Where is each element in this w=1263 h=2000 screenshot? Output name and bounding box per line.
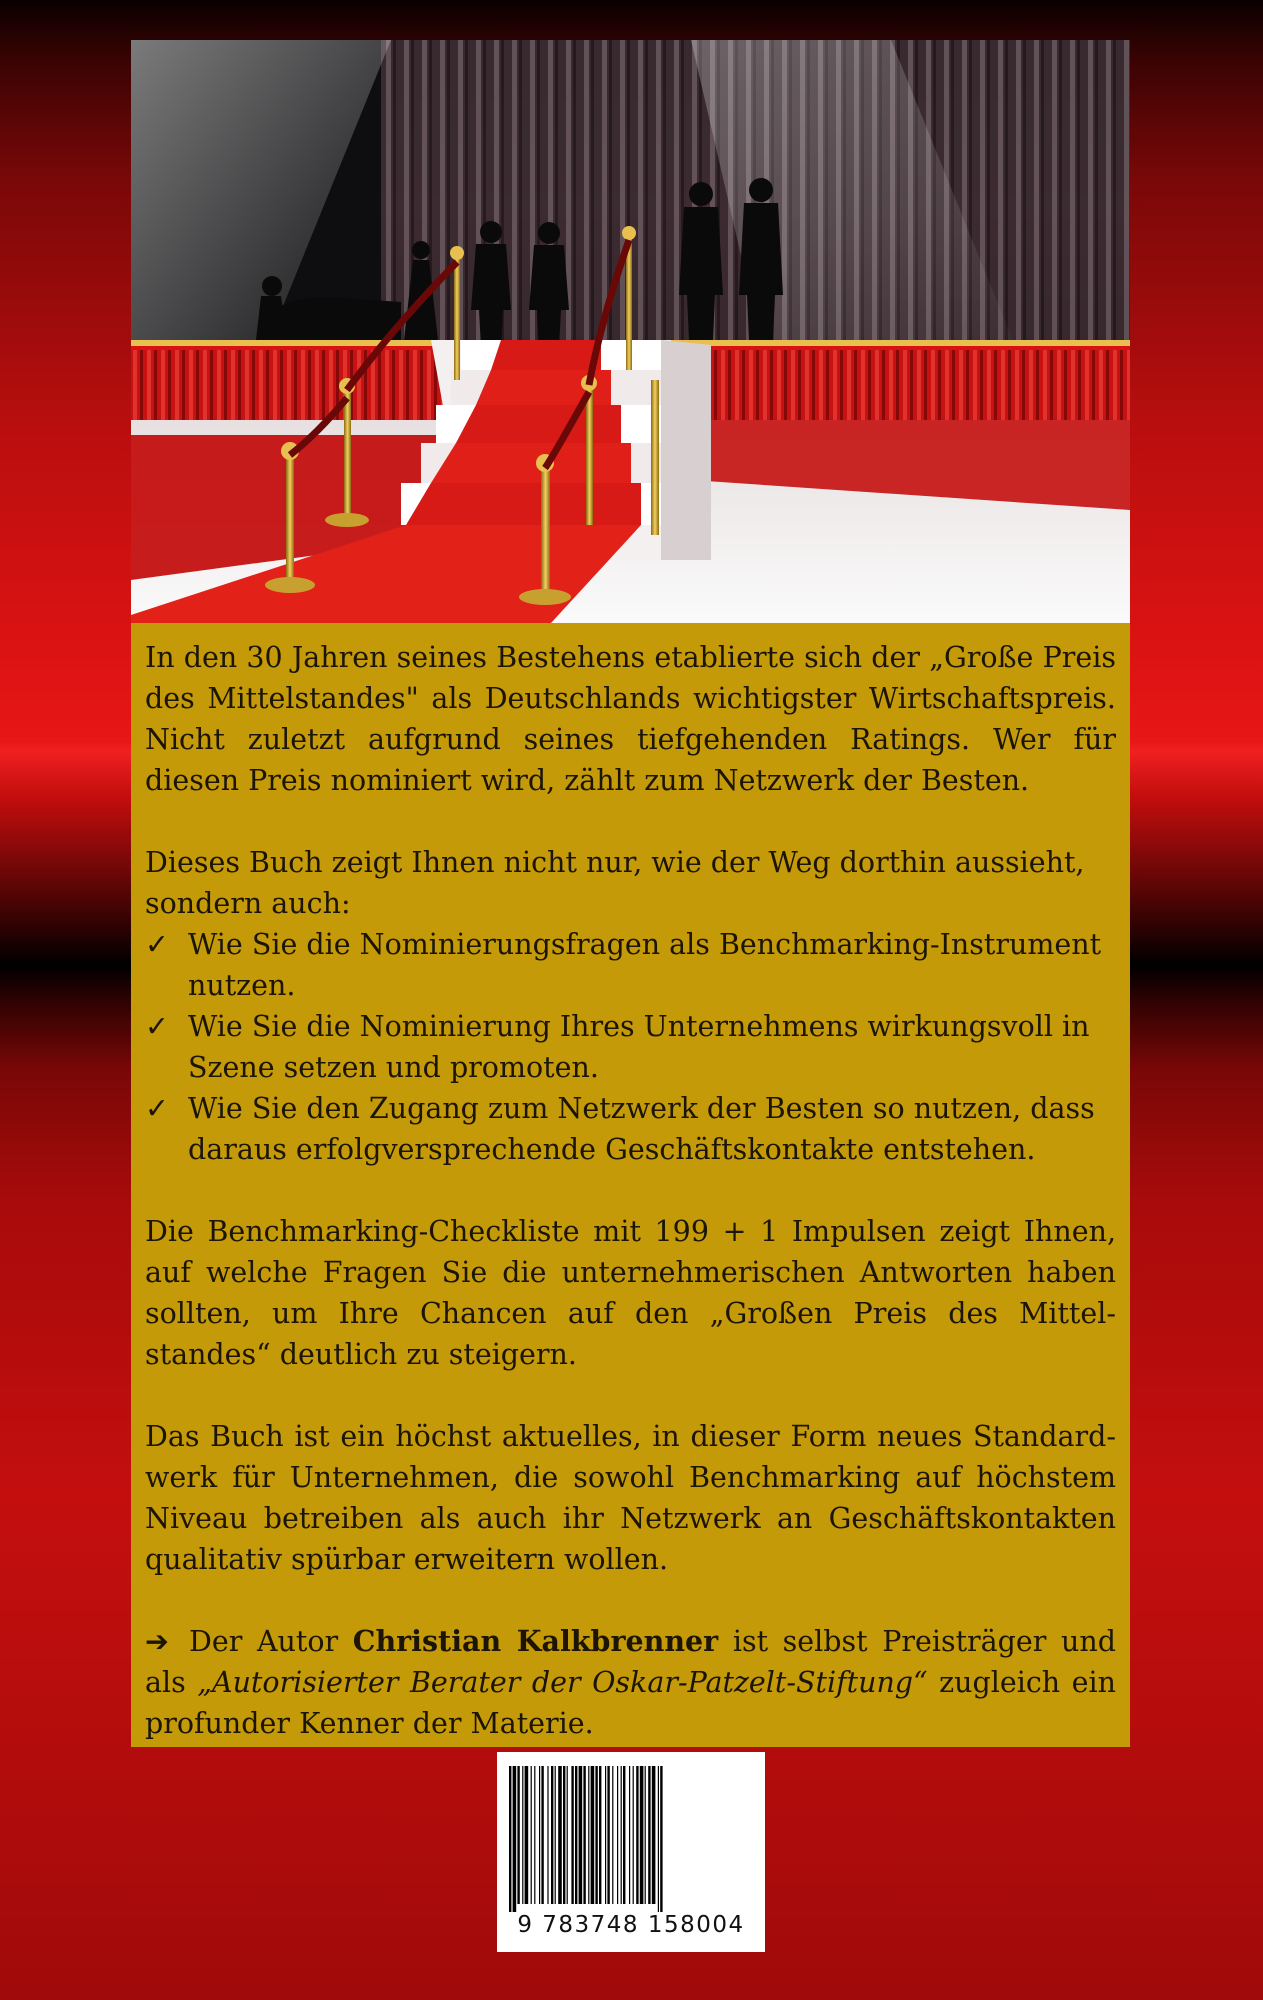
barcode-bar	[591, 1766, 595, 1904]
barcode-bar	[623, 1766, 625, 1904]
barcode-bar	[660, 1766, 662, 1912]
barcode-bar	[534, 1766, 535, 1904]
barcode-bar	[563, 1766, 565, 1904]
isbn-number: 9 783748 158004	[517, 1912, 745, 1938]
author-role: „Autorisierter Berater der Oskar-Patzelt-Stiftung“	[197, 1666, 928, 1699]
list-item	[145, 1088, 1116, 1170]
list-item-text: Wie Sie den Zugang zum Netzwerk der Besten so nutzen, dass daraus erfolgversprechende Geschäftskontakte entstehen.	[188, 1092, 1095, 1166]
barcode-bar	[513, 1766, 517, 1912]
barcode-bar	[658, 1766, 659, 1912]
arrow-right-icon: ➔	[145, 1625, 169, 1658]
checklist-paragraph: Die Benchmarking-Checkliste mit 199 + 1 Impulsen zeigt Ihnen, auf welche Fragen Sie die unternehmerischen Antworten haben sollten, um Ihre Chancen auf den „Großen Preis des Mittel-standes“ deutlich zu steigern.	[145, 1215, 1116, 1371]
checkmark-icon: ✓	[145, 928, 169, 961]
barcode-bar	[629, 1766, 630, 1904]
barcode-bar	[588, 1766, 589, 1904]
standard-work-paragraph: Das Buch ist ein höchst aktuelles, in dieser Form neues Standard-werk für Unternehmen, die sowohl Benchmarking auf höchstem Niveau betreiben als auch ihr Netzwerk an Geschäftskontakten qualitativ spürbar erweitern wollen.	[145, 1420, 1116, 1576]
barcode-bar	[636, 1766, 638, 1904]
intro-paragraph: In den 30 Jahren seines Bestehens etablierte sich der „Große Preis des Mittelstandes" als Deutschlands wichtigster Wirtschaftspreis. Nicht zuletzt aufgrund seines tiefgehenden Ratings. Wer für diesen Preis nominiert wird, zählt zum Netzwerk der Besten.	[145, 641, 1116, 797]
barcode-bar	[567, 1766, 568, 1904]
barcode-bar	[633, 1766, 634, 1904]
author-pre: Der Autor	[189, 1625, 353, 1658]
list-item	[145, 1006, 1116, 1088]
barcode-bar	[612, 1766, 613, 1904]
barcode-bar	[541, 1766, 543, 1904]
barcode-bar	[605, 1766, 606, 1904]
lead-in-paragraph: Dieses Buch zeigt Ihnen nicht nur, wie der Weg dorthin aussieht, sondern auch:	[145, 846, 1085, 920]
barcode-bar	[579, 1766, 583, 1904]
barcode-bar	[525, 1766, 529, 1904]
author-post: zugleich ein profunder Kenner der Materie.	[145, 1666, 1116, 1740]
barcode	[497, 1752, 765, 1952]
list-item-text: Wie Sie die Nominierungsfragen als Benchmarking-Instrument nutzen.	[188, 928, 1102, 1002]
barcode-bar	[575, 1766, 577, 1904]
barcode-bar	[599, 1766, 601, 1904]
hero-illustration	[131, 40, 1130, 623]
barcode-bar	[652, 1766, 656, 1904]
barcode-bar	[517, 1766, 519, 1904]
benefit-list	[145, 924, 1116, 1170]
checkmark-icon: ✓	[145, 1092, 169, 1125]
barcode-bar	[551, 1766, 553, 1904]
checkmark-icon: ✓	[145, 1010, 169, 1043]
barcode-bar	[583, 1766, 585, 1904]
barcode-bar	[539, 1766, 540, 1904]
barcode-bar	[555, 1766, 556, 1904]
barcode-bar	[617, 1766, 618, 1904]
barcode-bars	[497, 1752, 765, 1912]
barcode-bar	[640, 1766, 644, 1904]
barcode-bar	[645, 1766, 646, 1904]
barcode-bar	[571, 1766, 573, 1904]
red-carpet-stage-image	[131, 40, 1130, 623]
barcode-bar	[558, 1766, 562, 1904]
barcode-bar	[621, 1766, 622, 1904]
list-item	[145, 924, 1116, 1006]
barcode-bar	[595, 1766, 597, 1904]
list-item-text: Wie Sie die Nominierung Ihres Unternehmens wirkungsvoll in Szene setzen und promoten.	[188, 1010, 1090, 1084]
author-name: Christian Kalkbrenner	[352, 1624, 719, 1658]
blurb-panel	[131, 623, 1130, 1747]
barcode-bar	[509, 1766, 511, 1912]
barcode-bar	[522, 1766, 523, 1904]
barcode-bar	[648, 1766, 650, 1904]
author-paragraph	[145, 1621, 1116, 1744]
barcode-bar	[531, 1766, 532, 1904]
author-mid: ist selbst Preisträger und als	[145, 1625, 1116, 1699]
barcode-bar	[607, 1766, 609, 1904]
barcode-bar	[547, 1766, 548, 1904]
